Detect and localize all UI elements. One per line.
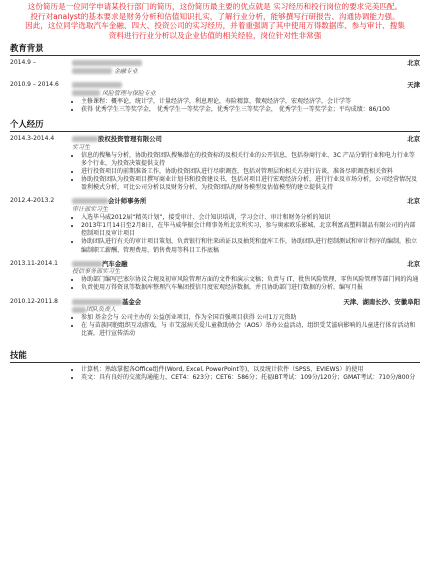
entry-date: 2014.3-2014.4	[10, 135, 55, 143]
entry-location: 北京	[407, 59, 420, 68]
redacted-name	[72, 90, 100, 96]
list-item: • 计算机：熟练掌握各Office组件(Word, Excel, PowerPoint等)，以及统计软件（SPSS、EVIEWS）的使用	[81, 366, 420, 374]
entry-role: 团队负责人	[72, 306, 420, 314]
section-divider	[10, 55, 420, 56]
redacted-name	[72, 60, 142, 66]
education-title: 教育背景	[10, 42, 44, 53]
entry-org: 股权投资管理有限公司	[72, 135, 162, 144]
education-entry	[10, 81, 420, 114]
entry-location: 天津	[407, 80, 420, 89]
banner-line-1: 这份简历是一位同学申请某投行部门的简历，这份简历最主要的优点就是 实习经历和投行岗位的要求完美匹配。	[27, 2, 403, 11]
list-item: • 协助投资团队为投资项目撰写商业计划书和投资建议书，包括对项目进行宏观经济分析，进行行业及市场分析，公司经营情况及盈利模式分析，可比公司分析以及财务分析，为投资团队的财务模型及估值模型的建立提供支持	[81, 176, 420, 192]
list-item: • 协助团队进行有关的审计项目策划，负责银行和往来函证以及抽凭和盘库工作，协助团队进行控制测试和审计程序的编制，独立编制职工薪酬、管理费用、销售费用等科目工作底稿	[81, 238, 420, 254]
advice-banner	[0, 0, 430, 41]
experience-entry	[10, 197, 420, 254]
education-section	[10, 43, 420, 114]
entry-date: 2014.9 –	[10, 59, 36, 67]
experience-title: 个人经历	[10, 118, 44, 129]
redacted-name	[72, 307, 86, 313]
skills-section	[10, 350, 420, 383]
redacted-name	[72, 198, 108, 204]
redacted-name	[72, 299, 122, 305]
entry-location: 北京	[407, 259, 420, 268]
experience-entry	[10, 135, 420, 192]
redacted-name	[72, 82, 122, 88]
entry-org	[72, 81, 122, 90]
section-divider	[10, 362, 420, 363]
list-item: • 信息的搜集与分析，协助投资团队搜集潜在的投资标的及相关行业的公开信息，包括券商行业、3C 产品分销行业和电力行业等多个行业，为投资决策提供支持	[81, 152, 420, 168]
list-item: • 获得 优秀学生三等奖学金， 优秀学生一等奖学金，优秀学生三等奖学金， 优秀学生一等奖学金；平均成绩：86/100	[81, 106, 420, 114]
entry-date: 2012.4-2013.2	[10, 197, 55, 205]
entry-role: 实习生	[72, 143, 91, 151]
entry-date: 2010.9 – 2014.6	[10, 80, 59, 88]
experience-entry	[10, 298, 420, 339]
entry-major: 风险管理与保险专业	[72, 90, 420, 98]
list-item: • 参加 基金会与 公司主办的 公益创业项目，作为全国百强项目获得 公司1万元资助	[81, 314, 420, 322]
entry-role: 授信事务部实习生	[72, 268, 121, 276]
skills-title: 技能	[10, 349, 27, 360]
entry-location: 北京	[407, 197, 420, 206]
entry-org: 会计师事务所	[72, 197, 146, 206]
redacted-name	[72, 136, 98, 142]
banner-line-2: 投行对analyst的基本要求是财务分析和估值知识扎实，了解行业分析，能够撰写行研报告、沟通协调能力强。	[30, 11, 400, 21]
list-item: • 2013年1月14日至2月8日，在毕马威华振会计师事务所北京所实习，参与奥索欧乐影城、北京利富高塑料制品有限公司的内部控制项目及审计项目	[81, 222, 420, 238]
entry-date: 2013.11-2014.1	[10, 259, 58, 267]
list-item: • 在 与苗族同胞组织互动游戏，与 市艾滋病关爱儿童救助协会（AOS）举办公益活动，组织受艾滋病影响的儿童进行体育活动和比赛，进行宣传活动	[81, 322, 420, 338]
banner-line-3: 因此，这位同学选取汽车金融、四大、投资公司的实习经历，并着重强调了其中使用万得数据库、参与审计、搜集资料进行行业分析以及企业估值的相关经验，岗位针对性非常强	[25, 21, 405, 41]
list-item: • 协助部门编写巴塞尔协议合规及初审风险管理方面的文件和演示文稿；负责与 IT、批售风险管理、零售风险管理等部门间的沟通	[81, 276, 420, 284]
list-item: • 入选毕马威2012届“精英计划”，接受审计、会计知识培训，学习会计、审计和财务分析的知识	[81, 214, 420, 222]
experience-entry	[10, 260, 420, 293]
entry-role: 审计部实习生	[72, 206, 109, 214]
list-item: • 英文：具有良好的交流沟通能力，CET4：623分；CET6：586分；托福IBT考试：109分/120分；GMAT考试：710分/800分	[81, 374, 420, 382]
redacted-name	[72, 68, 112, 74]
entry-location: 天津、湖南长沙、安徽阜阳	[343, 297, 420, 306]
list-item: • 负责使用万得资讯等数据库整理汽车集团授信月度宏观经济数据，并且协助部门进行数据的分析，编写月报	[81, 284, 420, 292]
entry-org	[72, 59, 142, 68]
list-item: • 进行投资项目的前期准备工作，协助投资团队进行尽职调查，包括对管理层和相关方进行访谈，准备尽职调查相关资料	[81, 168, 420, 176]
entry-major: 金融专业	[72, 68, 420, 76]
entry-org: 汽车金融	[72, 260, 128, 269]
redacted-name	[72, 261, 102, 267]
education-entry	[10, 59, 420, 76]
experience-section	[10, 119, 420, 339]
list-item: • 主修课程：概率论，统计学，计量经济学，利息理论，寿险精算，微观经济学，宏观经济学，会计学等	[81, 98, 420, 106]
entry-date: 2010.12-2011.8	[10, 297, 58, 305]
entry-org: 基金会	[72, 298, 141, 307]
entry-location: 北京	[407, 135, 420, 144]
section-divider	[10, 131, 420, 132]
